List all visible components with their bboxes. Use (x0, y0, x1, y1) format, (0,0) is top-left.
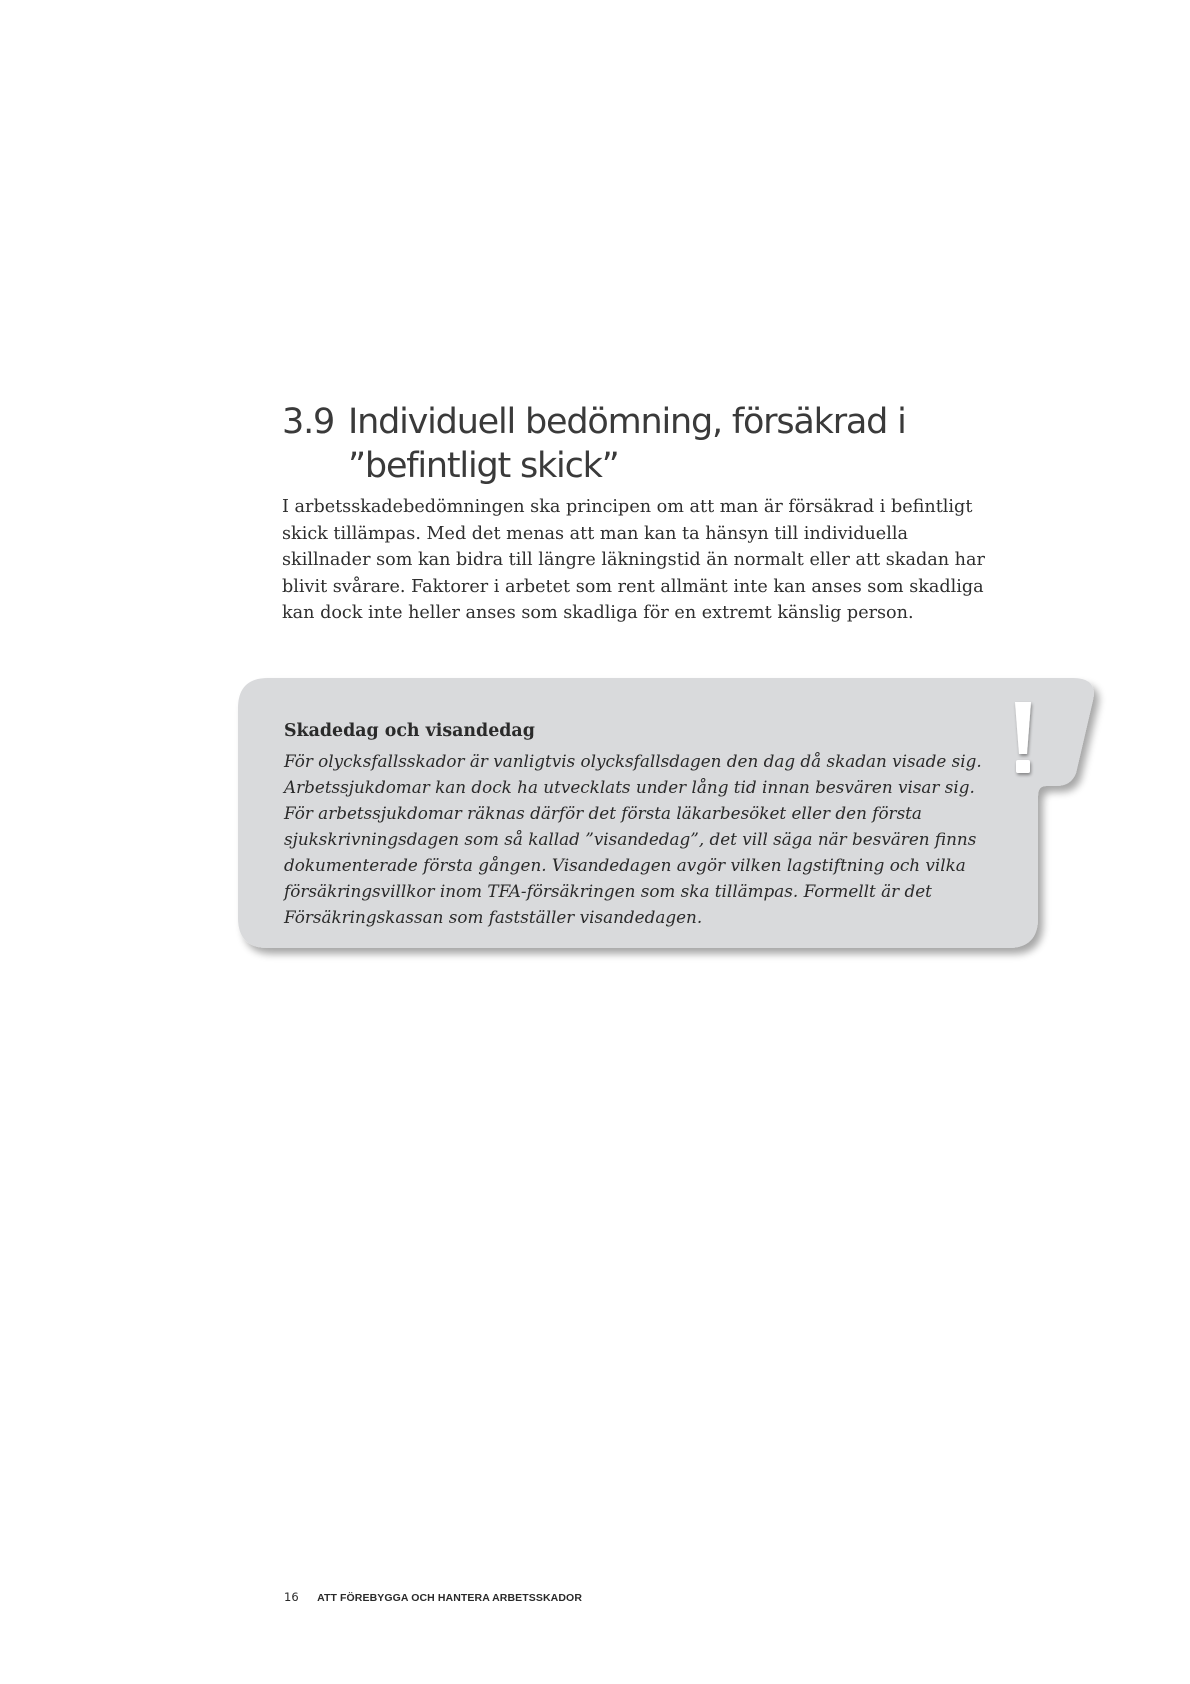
exclamation-icon (998, 698, 1048, 788)
section-number: 3.9 (282, 402, 335, 442)
page-footer (284, 1590, 582, 1604)
body-paragraph: I arbetsskadebedömningen ska principen om att man är försäkrad i befintligt skick tillämpas. Med det menas att man kan ta hänsyn till individuella skillnader som kan bidra till längre läkningstid än normalt eller att skadan har blivit svårare. Faktorer i arbetet som rent allmänt inte kan anses som skadliga kan dock inte heller anses som skadliga för en extremt känslig person. (282, 497, 985, 623)
section-heading (282, 400, 1042, 488)
running-title: ATT FÖREBYGGA OCH HANTERA ARBETSSKADOR (317, 1592, 582, 1604)
callout-text: För olycksfallsskador är vanligtvis olycksfallsdagen den dag då skadan visade sig. Arbetssjukdomar kan dock ha utvecklats under lång tid innan besvären visar sig. För arbetssjukdomar räknas därför det första läkarbesöket eller den första sjukskrivningsdagen som så kallad ”visandedag”, det vill säga när besvären finns dokumenterade första gången. Visandedagen avgör vilken lagstiftning och vilka försäkringsvillkor inom TFA-försäkringen som ska tillämpas. Formellt är det Försäkringskassan som fastställer visandedagen. (284, 751, 982, 927)
callout-heading: Skadedag och visandedag (284, 721, 535, 741)
section-title: Individuell bedömning, försäkrad i ”befintligt skick” (348, 402, 906, 486)
info-callout-box (238, 678, 1030, 950)
callout-content (284, 718, 984, 930)
page-number: 16 (284, 1590, 299, 1604)
